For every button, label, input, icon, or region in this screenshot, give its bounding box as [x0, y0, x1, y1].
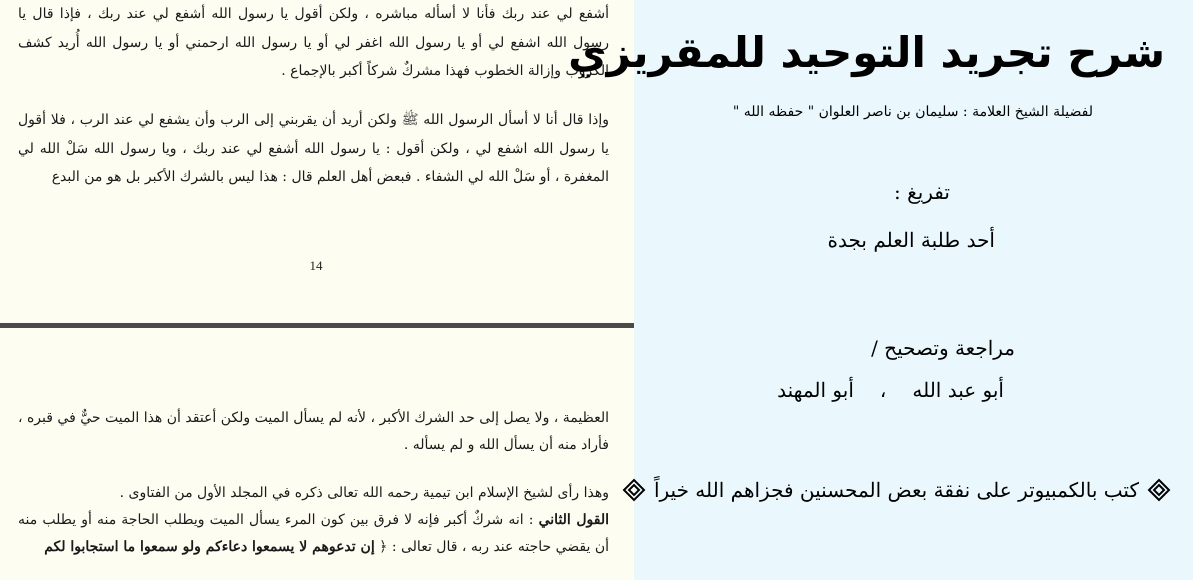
book-title: شرح تجريد التوحيد للمقريزي	[568, 28, 1165, 77]
ornament-bracket-icon	[1147, 478, 1171, 502]
paragraph-5	[18, 507, 609, 561]
transcriber-name: أحد طلبة العلم بجدة	[827, 228, 995, 252]
page-number: 14	[309, 258, 323, 273]
author-line: لفضيلة الشيخ العلامة : سليمان بن ناصر العلوان " حفظه الله "	[732, 104, 1093, 120]
paragraph-2: وإذا قال أنا لا أسأل الرسول الله ﷺ ولكن أريد أن يقربني إلى الرب وأن يشفع لي عند الرب ، فلا أقول يا رسول الله اشفع لي ، ولكن أقول : يا رسول الله أشفع لي عند ربك ، ويا رسول الله سَلْ الله لي المغفرة ، أو سَلْ الله لي الشفاء . فبعض أهل العلم قال : هذا ليس بالشرك الأكبر بل هو من البدع	[18, 112, 609, 185]
review-label: مراجعة وتصحيح /	[871, 336, 1015, 360]
transcription-label: تفريغ :	[893, 180, 950, 204]
reviewer-2: أبو المهند	[777, 378, 854, 402]
ornament-bracket-icon	[622, 478, 646, 502]
paragraph-4: وهذا رأى لشيخ الإسلام ابن تيمية رحمه الله تعالى ذكره في المجلد الأول من الفتاوى .	[119, 485, 609, 501]
second-opinion-label: القول الثاني	[538, 512, 609, 528]
reviewer-1: أبو عبد الله	[912, 378, 1004, 402]
page-divider	[0, 323, 634, 328]
footer-line	[622, 478, 1171, 502]
footer-text: كتب بالكمبيوتر على نفقة بعض المحسنين فجزاهم الله خيراً	[653, 478, 1139, 502]
second-opinion-text: : انه شركٌ أكبر فإنه لا فرق بين كون المرء يسأل الميت ويطلب الحاجة منه أو يطلب منه أن يقضي حاجته عند ربه ، قال تعالى : ﴿	[18, 512, 609, 555]
paragraph-3: العظيمة ، ولا يصل إلى حد الشرك الأكبر ، لأنه لم يسأل الميت ولكن أعتقد أن هذا الميت حيٌّ في قبره ، فأراد منه أن يسأل الله و لم يسأله .	[18, 410, 609, 453]
reviewer-separator: ،	[879, 378, 887, 402]
reviewers-line	[777, 378, 1004, 402]
quran-quote: إن تدعوهم لا يسمعوا دعاءكم ولو سمعوا ما استجابوا لكم	[44, 539, 375, 555]
paragraph-1: أشفع لي عند ربك فأنا لا أسأله مباشره ، ولكن أقول يا رسول الله أشفع لي عند ربك ، فإذا قال يا رسول الله اشفع لي أو يا رسول الله اغفر لي أو يا رسول الله ارحمني أو يا رسول الله أُريد كشف الكروب وإزالة الخطوب فهذا مشركٌ شركاً أكبر بالإجماع .	[18, 6, 609, 79]
